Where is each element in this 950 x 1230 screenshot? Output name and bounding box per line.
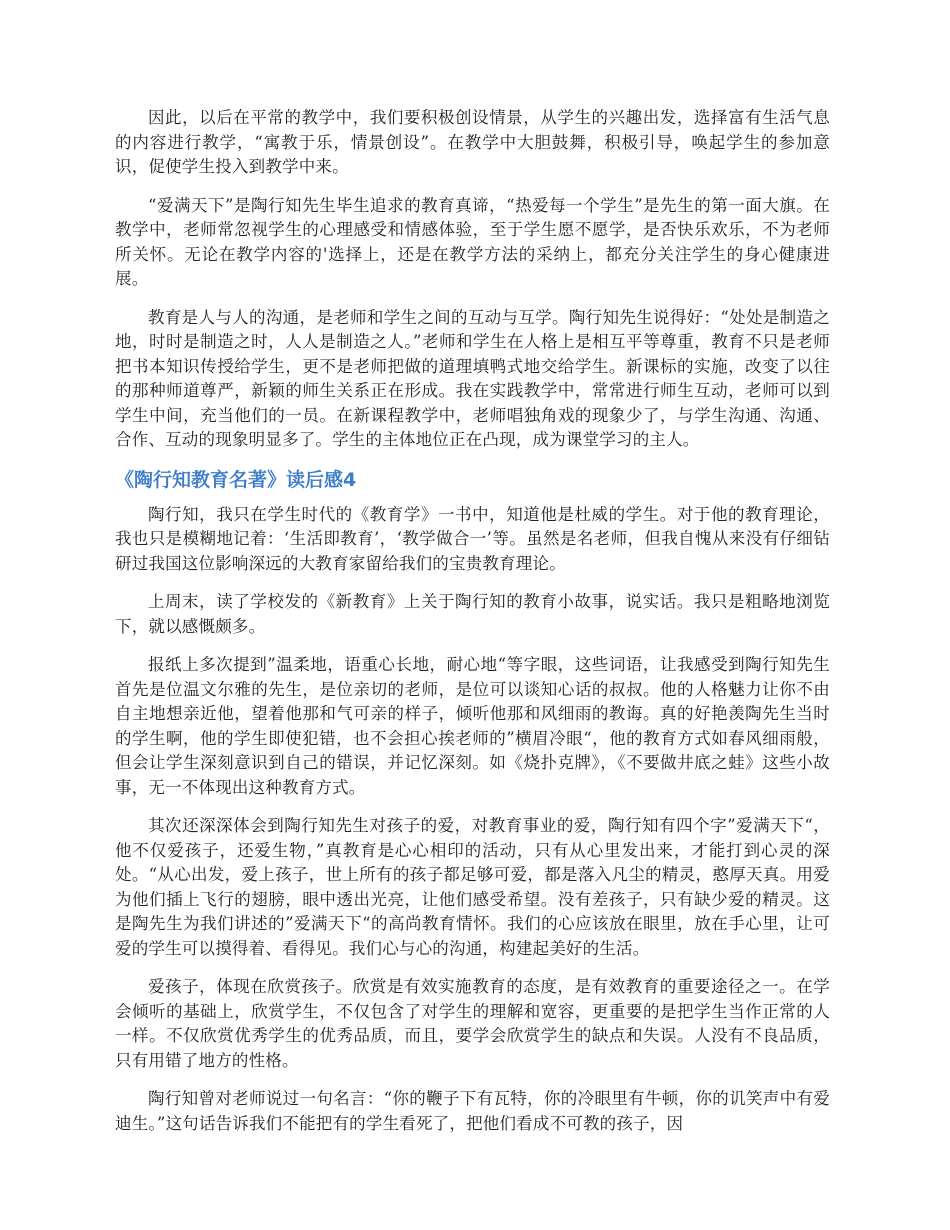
paragraph: “爱满天下”是陶行知先生毕生追求的教育真谛，“热爱每一个学生”是先生的第一面大旗。在教学中，老师常忽视学生的心理感受和情感体验，至于学生愿不愿学，是否快乐欢乐，不为老师所关怀。无论在教学内容的'选择上，还是在教学方法的采纳上，都充分关注学生的身心健康进展。 [115, 195, 830, 288]
paragraph: 陶行知曾对老师说过一句名言：“你的鞭子下有瓦特，你的冷眼里有牛顿，你的讥笑声中有爱迪生。”这句话告诉我们不能把有的学生看死了，把他们看成不可教的孩子，因 [115, 1089, 830, 1133]
paragraph: 爱孩子，体现在欣赏孩子。欣赏是有效实施教育的态度，是有效教育的重要途径之一。在学会倾听的基础上，欣赏学生，不仅包含了对学生的理解和宽容，更重要的是把学生当作正常的人一样。不仅欣赏优秀学生的优秀品质，而且，要学会欣赏学生的缺点和失误。人没有不良品质，只有用错了地方的性格。 [115, 977, 830, 1070]
paragraph: 报纸上多次提到”温柔地，语重心长地，耐心地“等字眼，这些词语，让我感受到陶行知先生首先是位温文尔雅的先生，是位亲切的老师，是位可以谈知心话的叔叔。他的人格魅力让你不由自主地想亲近他，望着他那和气可亲的样子，倾听他那和风细雨的教诲。真的好艳羡陶先生当时的学生啊，他的学生即使犯错，也不会担心挨老师的”横眉冷眼“，他的教育方式如春风细雨般，但会让学生深刻意识到自己的错误，并记忆深刻。如《烧扑克牌》，《不要做井底之蛙》这些小故事，无一不体现出这种教育方式。 [115, 655, 830, 797]
document-page [115, 106, 830, 1150]
paragraph: 因此，以后在平常的教学中，我们要积极创设情景，从学生的兴趣出发，选择富有生活气息的内容进行教学，“寓教于乐，情景创设”。在教学中大胆鼓舞，积极引导，唤起学生的参加意识，促使学生投入到教学中来。 [115, 108, 830, 176]
paragraph: 教育是人与人的沟通，是老师和学生之间的互动与互学。陶行知先生说得好：“处处是制造之地，时时是制造之时，人人是制造之人。”老师和学生在人格上是相互平等尊重，教育不只是老师把书本知识传授给学生，更不是老师把做的道理填鸭式地交给学生。新课标的实施，改变了以往的那种师道尊严，新颖的师生关系正在形成。我在实践教学中，常常进行师生互动，老师可以到学生中间，充当他们的一员。在新课程教学中，老师唱独角戏的现象少了，与学生沟通、沟通、合作、互动的现象明显多了。学生的主体地位正在凸现，成为课堂学习的主人。 [115, 307, 830, 449]
paragraph: 陶行知，我只在学生时代的《教育学》一书中，知道他是杜威的学生。对于他的教育理论，我也只是模糊地记着：‘生活即教育’，‘教学做合一’等。虽然是名老师，但我自愧从来没有仔细钻研过我国这位影响深远的大教育家留给我们的宝贵教育理论。 [115, 504, 830, 573]
section-heading: 《陶行知教育名著》读后感4 [115, 468, 357, 491]
paragraph: 其次还深深体会到陶行知先生对孩子的爱，对教育事业的爱，陶行知有四个字”爱满天下“，他不仅爱孩子，还爱生物，”真教育是心心相印的活动，只有从心里发出来，才能打到心灵的深处。“从心出发，爱上孩子，世上所有的孩子都足够可爱，都是落入凡尘的精灵，憨厚天真。用爱为他们插上飞行的翅膀，眼中透出光亮，让他们感受希望。没有差孩子，只有缺少爱的精灵。这是陶先生为我们讲述的”爱满天下“的高尚教育情怀。我们的心应该放在眼里，放在手心里，让可爱的学生可以摸得着、看得见。我们心与心的沟通，构建起美好的生活。 [115, 816, 830, 958]
paragraph: 上周末，读了学校发的《新教育》上关于陶行知的教育小故事，说实话。我只是粗略地浏览下，就以感慨颇多。 [115, 592, 830, 636]
